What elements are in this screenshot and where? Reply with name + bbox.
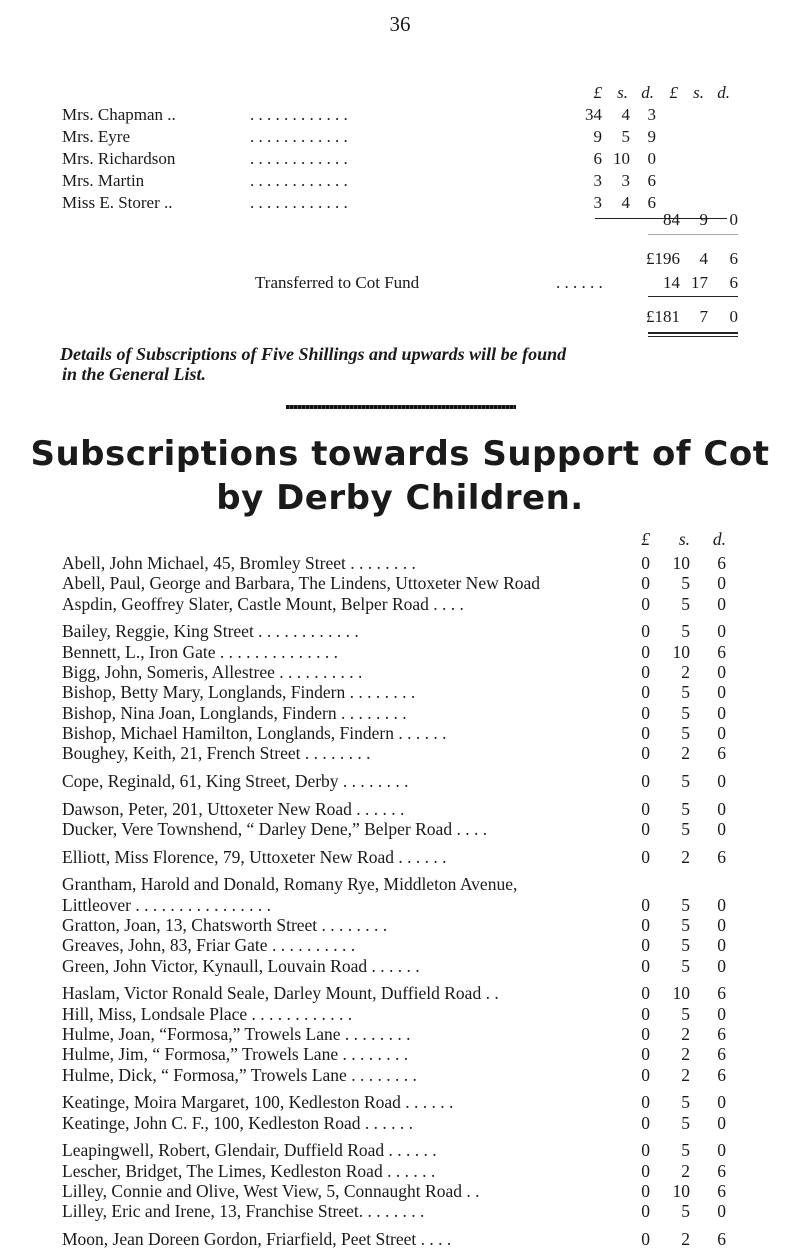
subscriber-name: Hill, Miss, Londsale Place . . . . . . . . . . . . bbox=[62, 1003, 353, 1024]
summary-pounds: 9 bbox=[593, 127, 602, 146]
amount-pence: 0 bbox=[717, 661, 726, 682]
transferred-dots: . . . . . . bbox=[556, 273, 603, 292]
subscriber-name: Littleover . . . . . . . . . . . . . . . . bbox=[62, 894, 272, 915]
subscriber-name: Hulme, Joan, “Formosa,” Trowels Lane . . . . . . . . bbox=[62, 1023, 411, 1044]
summary-pence: 0 bbox=[647, 149, 656, 168]
net-pounds: £181 bbox=[646, 307, 680, 326]
amount-shillings: 10 bbox=[672, 983, 690, 1004]
heading-line-1: Subscriptions towards Support of Cot bbox=[30, 434, 770, 474]
subscriber-name: Bennett, L., Iron Gate . . . . . . . . . . . . . . bbox=[62, 641, 339, 662]
subscriber-name: Abell, John Michael, 45, Bromley Street . . . . . . . . bbox=[62, 553, 416, 573]
details-note-line-2: in the General List. bbox=[62, 364, 207, 384]
subscriber-name: Bailey, Reggie, King Street . . . . . . . . . . . . bbox=[62, 621, 359, 642]
amount-pounds: 0 bbox=[641, 1023, 650, 1044]
details-note-line-1: Details of Subscriptions of Five Shillings and upwards will be found bbox=[60, 344, 567, 364]
amount-pounds: 0 bbox=[641, 1112, 650, 1133]
subscriber-name: Aspdin, Geoffrey Slater, Castle Mount, Belper Road . . . . bbox=[62, 593, 464, 614]
transferred-shillings: 17 bbox=[691, 273, 708, 292]
amount-pence: 0 bbox=[717, 593, 726, 614]
summary-col-headers bbox=[0, 82, 800, 104]
amount-shillings: 2 bbox=[681, 661, 690, 682]
summary-pounds: 3 bbox=[593, 193, 602, 212]
subscription-row bbox=[62, 1043, 742, 1065]
summary-dots: . . . . . . . . . . . . bbox=[250, 105, 348, 124]
amount-pounds: 0 bbox=[641, 553, 650, 573]
amount-pounds: 0 bbox=[641, 915, 650, 935]
subtotal-shillings: 9 bbox=[699, 210, 708, 229]
transferred-pence: 6 bbox=[729, 273, 738, 292]
subscription-row bbox=[62, 1180, 742, 1202]
subscription-row bbox=[62, 620, 742, 642]
net-pence: 0 bbox=[729, 307, 738, 326]
summary-name: Mrs. Eyre bbox=[62, 127, 130, 146]
subscription-row bbox=[62, 661, 742, 683]
amount-shillings: 5 bbox=[681, 682, 690, 703]
amount-shillings: 5 bbox=[681, 722, 690, 743]
subscription-row bbox=[62, 1160, 742, 1182]
amount-pounds: 0 bbox=[641, 1140, 650, 1161]
amount-shillings: 10 bbox=[672, 641, 690, 662]
amount-pounds: 0 bbox=[641, 1064, 650, 1085]
amount-pounds: 0 bbox=[641, 621, 650, 642]
list-col-pound: £ bbox=[641, 529, 650, 549]
subscriber-name: Hulme, Dick, “ Formosa,” Trowels Lane . . . . . . . . bbox=[62, 1064, 417, 1085]
amount-pounds: 0 bbox=[641, 661, 650, 682]
col-pence-2: d. bbox=[717, 83, 730, 102]
amount-pence: 6 bbox=[717, 553, 726, 573]
subscription-row bbox=[62, 552, 742, 574]
amount-pence: 0 bbox=[717, 1140, 726, 1161]
amount-pounds: 0 bbox=[641, 682, 650, 703]
amount-pence: 6 bbox=[717, 1064, 726, 1085]
amount-shillings: 5 bbox=[681, 770, 690, 791]
amount-shillings: 5 bbox=[681, 935, 690, 956]
summary-row bbox=[0, 148, 800, 170]
amount-pounds: 0 bbox=[641, 702, 650, 723]
subscriber-name: Bishop, Nina Joan, Longlands, Findern . . . . . . . . bbox=[62, 702, 407, 723]
subscription-row bbox=[62, 681, 742, 703]
amount-pounds: 0 bbox=[641, 743, 650, 764]
amount-shillings: 5 bbox=[681, 1003, 690, 1024]
col-pound-2: £ bbox=[669, 83, 678, 102]
subscriber-name: Bishop, Betty Mary, Longlands, Findern . . . . . . . . bbox=[62, 682, 416, 703]
amount-pounds: 0 bbox=[641, 818, 650, 839]
amount-pence: 0 bbox=[717, 798, 726, 819]
amount-pence: 6 bbox=[717, 1229, 726, 1249]
amount-pence: 6 bbox=[717, 641, 726, 662]
amount-shillings: 2 bbox=[681, 1064, 690, 1085]
col-pence-1: d. bbox=[641, 83, 654, 102]
list-col-shilling: s. bbox=[678, 529, 690, 549]
summary-row bbox=[0, 126, 800, 148]
subscriber-name: Bishop, Michael Hamilton, Longlands, Findern . . . . . . bbox=[62, 722, 447, 743]
net-double-rule-1 bbox=[648, 332, 738, 334]
amount-shillings: 5 bbox=[681, 955, 690, 976]
subscriber-name: Elliott, Miss Florence, 79, Uttoxeter New Road . . . . . . bbox=[62, 846, 447, 867]
amount-pounds: 0 bbox=[641, 846, 650, 867]
subscription-row bbox=[62, 873, 742, 895]
subscription-row bbox=[62, 1091, 742, 1113]
subscriber-name: Lilley, Connie and Olive, West View, 5, Connaught Road . . bbox=[62, 1180, 480, 1201]
subscriber-name: Lescher, Bridget, The Limes, Kedleston Road . . . . . . bbox=[62, 1160, 436, 1181]
subscriber-name: Gratton, Joan, 13, Chatsworth Street . . . . . . . . bbox=[62, 915, 388, 935]
amount-shillings: 5 bbox=[681, 915, 690, 935]
col-pound-1: £ bbox=[593, 83, 602, 102]
amount-pounds: 0 bbox=[641, 573, 650, 594]
subscription-row bbox=[62, 1003, 742, 1025]
amount-pence: 0 bbox=[717, 955, 726, 976]
amount-pence: 6 bbox=[717, 1180, 726, 1201]
subscription-row bbox=[62, 770, 742, 792]
amount-pounds: 0 bbox=[641, 641, 650, 662]
amount-pence: 0 bbox=[717, 702, 726, 723]
amount-shillings: 2 bbox=[681, 1023, 690, 1044]
amount-pounds: 0 bbox=[641, 770, 650, 791]
amount-shillings: 2 bbox=[681, 743, 690, 764]
subscription-row bbox=[62, 641, 742, 663]
subscription-row bbox=[62, 702, 742, 724]
subtotal-pounds: 84 bbox=[663, 210, 680, 229]
amount-pence: 0 bbox=[717, 1201, 726, 1222]
subscriber-name: Grantham, Harold and Donald, Romany Rye, Middleton Avenue, bbox=[62, 874, 518, 895]
subscriber-name: Leapingwell, Robert, Glendair, Duffield Road . . . . . . bbox=[62, 1140, 437, 1161]
summary-shillings: 10 bbox=[613, 149, 630, 168]
summary-shillings: 5 bbox=[621, 127, 630, 146]
amount-shillings: 5 bbox=[681, 621, 690, 642]
net-shillings: 7 bbox=[699, 307, 708, 326]
subscriber-name: Keatinge, John C. F., 100, Kedleston Road . . . . . . bbox=[62, 1112, 413, 1133]
summary-pence: 6 bbox=[647, 193, 656, 212]
amount-pounds: 0 bbox=[641, 935, 650, 956]
summary-pence: 9 bbox=[647, 127, 656, 146]
subscription-row bbox=[62, 982, 742, 1004]
summary-pounds: 34 bbox=[585, 105, 602, 124]
subscription-row bbox=[62, 846, 742, 868]
subscriber-name: Moon, Jean Doreen Gordon, Friarfield, Peet Street . . . . bbox=[62, 1229, 452, 1249]
subscriber-name: Haslam, Victor Ronald Seale, Darley Mount, Duffield Road . . bbox=[62, 983, 499, 1004]
summary-name: Mrs. Richardson bbox=[62, 149, 176, 168]
amount-shillings: 2 bbox=[681, 846, 690, 867]
gross-pence: 6 bbox=[729, 249, 738, 268]
subscriber-name: Keatinge, Moira Margaret, 100, Kedleston Road . . . . . . bbox=[62, 1092, 454, 1113]
subscriber-name: Green, John Victor, Kynaull, Louvain Road . . . . . . bbox=[62, 955, 420, 976]
subscription-row bbox=[62, 1228, 742, 1250]
subscriber-name: Dawson, Peter, 201, Uttoxeter New Road . . . . . . bbox=[62, 798, 405, 819]
subscription-row bbox=[62, 894, 742, 916]
summary-shillings: 3 bbox=[621, 171, 630, 190]
amount-shillings: 5 bbox=[681, 702, 690, 723]
subscription-row bbox=[62, 818, 742, 840]
amount-pence: 6 bbox=[717, 743, 726, 764]
amount-pounds: 0 bbox=[641, 1201, 650, 1222]
subscription-row bbox=[62, 1064, 742, 1086]
amount-pounds: 0 bbox=[641, 722, 650, 743]
amount-pence: 0 bbox=[717, 915, 726, 935]
amount-shillings: 5 bbox=[681, 818, 690, 839]
amount-pence: 0 bbox=[717, 722, 726, 743]
col-shilling-2: s. bbox=[693, 83, 704, 102]
subtotal-pence: 0 bbox=[729, 210, 738, 229]
subscription-row bbox=[62, 798, 742, 820]
amount-shillings: 2 bbox=[681, 1229, 690, 1249]
amount-pounds: 0 bbox=[641, 1003, 650, 1024]
summary-pence: 6 bbox=[647, 171, 656, 190]
amount-pounds: 0 bbox=[641, 955, 650, 976]
summary-transferred bbox=[0, 272, 800, 294]
summary-pence: 3 bbox=[647, 105, 656, 124]
amount-pence: 0 bbox=[717, 770, 726, 791]
amount-shillings: 5 bbox=[681, 894, 690, 915]
amount-pounds: 0 bbox=[641, 1229, 650, 1249]
subscription-row bbox=[62, 1023, 742, 1045]
subscription-row bbox=[62, 1200, 742, 1222]
subscriber-name: Boughey, Keith, 21, French Street . . . . . . . . bbox=[62, 743, 371, 764]
summary-row bbox=[0, 170, 800, 192]
gross-pounds: £196 bbox=[646, 249, 680, 268]
amount-pence: 0 bbox=[717, 894, 726, 915]
subscriber-name: Hulme, Jim, “ Formosa,” Trowels Lane . . . . . . . . bbox=[62, 1044, 409, 1065]
subscription-row bbox=[62, 934, 742, 956]
subscriber-name: Cope, Reginald, 61, King Street, Derby . . . . . . . . bbox=[62, 770, 409, 791]
amount-pounds: 0 bbox=[641, 1160, 650, 1181]
subscriber-name: Abell, Paul, George and Barbara, The Lindens, Uttoxeter New Road bbox=[62, 573, 541, 594]
amount-shillings: 5 bbox=[681, 593, 690, 614]
amount-shillings: 5 bbox=[681, 1201, 690, 1222]
amount-shillings: 2 bbox=[681, 1044, 690, 1065]
subscription-row bbox=[62, 1112, 742, 1134]
summary-pounds: 6 bbox=[593, 149, 602, 168]
gross-shillings: 4 bbox=[699, 249, 708, 268]
page-number: 36 bbox=[389, 12, 411, 36]
summary-row bbox=[0, 104, 800, 126]
decorative-rule bbox=[286, 405, 516, 409]
subscriber-name: Bigg, John, Someris, Allestree . . . . . . . . . . bbox=[62, 661, 363, 682]
amount-shillings: 5 bbox=[681, 1140, 690, 1161]
subscriber-name: Greaves, John, 83, Friar Gate . . . . . . . . . . bbox=[62, 935, 356, 956]
summary-dots: . . . . . . . . . . . . bbox=[250, 193, 348, 212]
amount-pounds: 0 bbox=[641, 1092, 650, 1113]
amount-pence: 0 bbox=[717, 621, 726, 642]
summary-pounds: 3 bbox=[593, 171, 602, 190]
summary-subtotal bbox=[0, 209, 800, 231]
net-double-rule-2 bbox=[648, 336, 738, 337]
summary-name: Mrs. Martin bbox=[62, 171, 145, 190]
amount-pence: 0 bbox=[717, 818, 726, 839]
summary-gross bbox=[0, 248, 800, 270]
amount-shillings: 10 bbox=[672, 553, 690, 573]
list-col-headers bbox=[62, 528, 742, 550]
amount-shillings: 5 bbox=[681, 798, 690, 819]
subscription-row bbox=[62, 593, 742, 615]
net-rule bbox=[648, 296, 738, 297]
amount-pence: 6 bbox=[717, 983, 726, 1004]
subscription-row bbox=[62, 914, 742, 936]
amount-pence: 0 bbox=[717, 682, 726, 703]
amount-pence: 0 bbox=[717, 935, 726, 956]
amount-pence: 6 bbox=[717, 1023, 726, 1044]
subscription-row bbox=[62, 1139, 742, 1161]
amount-pounds: 0 bbox=[641, 894, 650, 915]
list-col-pence: d. bbox=[712, 529, 726, 549]
heading-line-2: by Derby Children. bbox=[216, 478, 584, 518]
summary-shillings: 4 bbox=[621, 105, 630, 124]
amount-pence: 0 bbox=[717, 1003, 726, 1024]
amount-pence: 0 bbox=[717, 1092, 726, 1113]
summary-dots: . . . . . . . . . . . . bbox=[250, 127, 348, 146]
subscriber-name: Lilley, Eric and Irene, 13, Franchise Street. . . . . . . . bbox=[62, 1201, 425, 1222]
summary-name: Mrs. Chapman .. bbox=[62, 105, 176, 124]
transferred-label: Transferred to Cot Fund bbox=[255, 273, 420, 292]
summary-shillings: 4 bbox=[621, 193, 630, 212]
summary-dots: . . . . . . . . . . . . bbox=[250, 171, 348, 190]
amount-shillings: 5 bbox=[681, 1112, 690, 1133]
subscriber-name: Ducker, Vere Townshend, “ Darley Dene,” Belper Road . . . . bbox=[62, 818, 488, 839]
amount-pounds: 0 bbox=[641, 983, 650, 1004]
gross-rule bbox=[648, 234, 738, 235]
amount-pence: 6 bbox=[717, 846, 726, 867]
amount-pence: 0 bbox=[717, 573, 726, 594]
amount-pounds: 0 bbox=[641, 1180, 650, 1201]
summary-name: Miss E. Storer .. bbox=[62, 193, 173, 212]
amount-shillings: 5 bbox=[681, 1092, 690, 1113]
amount-pounds: 0 bbox=[641, 593, 650, 614]
amount-pence: 6 bbox=[717, 1160, 726, 1181]
summary-dots: . . . . . . . . . . . . bbox=[250, 149, 348, 168]
amount-shillings: 10 bbox=[672, 1180, 690, 1201]
amount-pence: 0 bbox=[717, 1112, 726, 1133]
summary-net bbox=[0, 306, 800, 328]
amount-pounds: 0 bbox=[641, 1044, 650, 1065]
amount-shillings: 5 bbox=[681, 573, 690, 594]
subscription-row bbox=[62, 742, 742, 764]
subscription-row bbox=[62, 572, 742, 594]
subscription-row bbox=[62, 722, 742, 744]
amount-pence: 6 bbox=[717, 1044, 726, 1065]
subscription-row bbox=[62, 955, 742, 977]
amount-shillings: 2 bbox=[681, 1160, 690, 1181]
amount-pounds: 0 bbox=[641, 798, 650, 819]
transferred-pounds: 14 bbox=[663, 273, 680, 292]
col-shilling-1: s. bbox=[617, 83, 628, 102]
